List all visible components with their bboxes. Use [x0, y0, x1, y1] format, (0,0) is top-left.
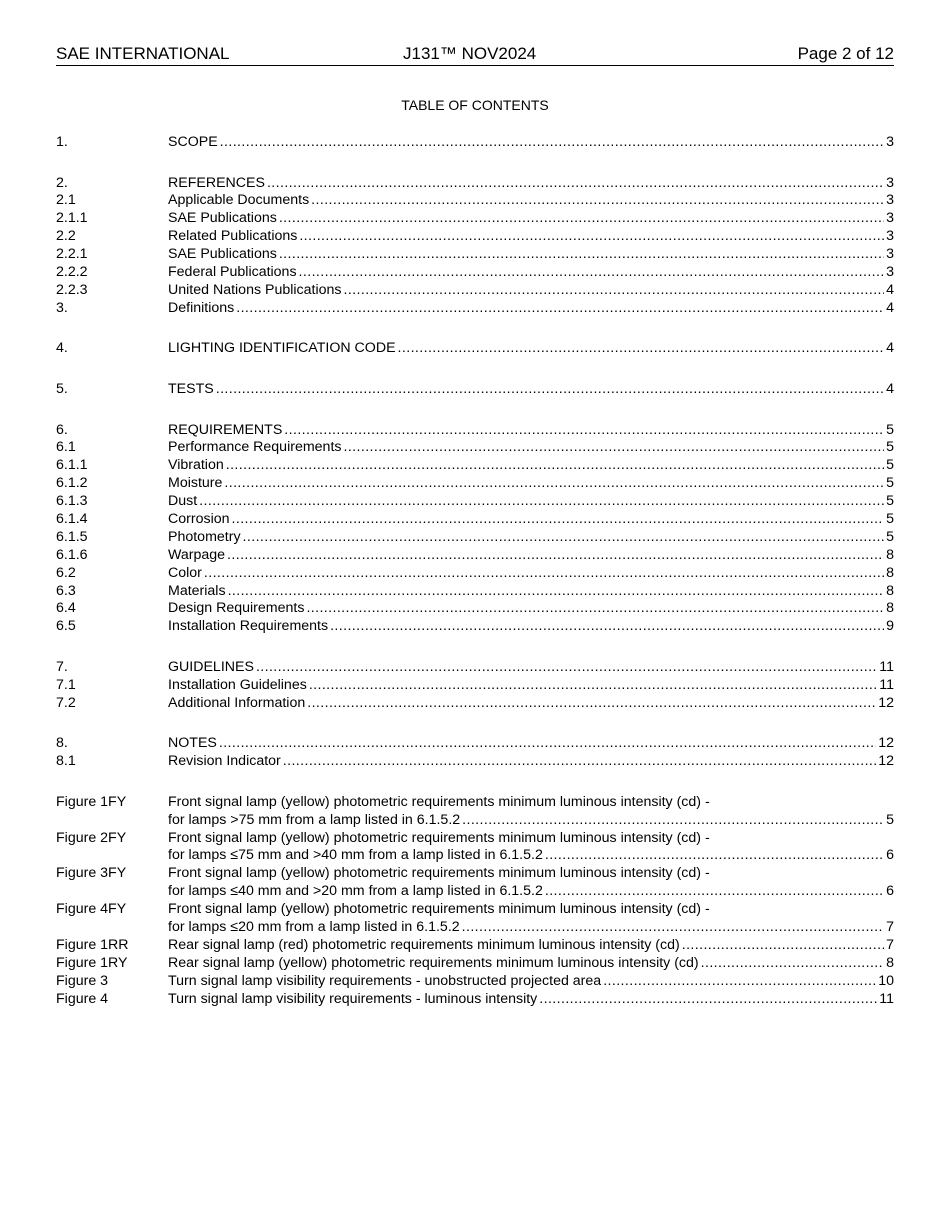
toc-leader-dots	[330, 618, 884, 636]
toc-entry-link[interactable]	[168, 264, 894, 282]
toc-leader-dots	[228, 583, 885, 601]
toc-entry-number: 6.5	[56, 618, 76, 635]
toc-entry-title: Additional Information	[168, 694, 306, 711]
toc-entry-title: Design Requirements	[168, 600, 305, 617]
toc-entry[interactable]	[56, 753, 894, 771]
toc-leader-dots	[701, 955, 884, 973]
toc-entry-title: for lamps ≤20 mm from a lamp listed in 6.1.5.2	[168, 918, 460, 935]
toc-entry-number: 6.1.4	[56, 511, 88, 527]
toc-entry-number: 6.1.1	[56, 457, 88, 474]
toc-entry-title: Applicable Documents	[168, 192, 310, 209]
toc-title: TABLE OF CONTENTS	[401, 97, 549, 113]
toc-entry-page: 6	[886, 847, 894, 864]
toc-leader-dots	[682, 937, 884, 955]
toc-entry-page: 11	[879, 990, 894, 1007]
toc-entry-link[interactable]	[168, 529, 894, 547]
toc-figure-number: Figure 2FY	[56, 829, 127, 846]
toc-entry-link[interactable]	[168, 753, 894, 771]
toc-figure-number: Figure 1FY	[56, 793, 127, 810]
toc-entry-page: 11	[879, 676, 894, 693]
toc-entry-title: Rear signal lamp (yellow) photometric requirements minimum luminous intensity (cd)	[168, 954, 699, 971]
toc-entry-page: 9	[886, 618, 894, 635]
toc-leader-dots	[219, 735, 876, 753]
toc-entry-number: 2.1.1	[56, 210, 88, 227]
toc-entry[interactable]	[56, 264, 894, 282]
toc-leader-dots	[216, 381, 884, 399]
toc-leader-dots	[283, 753, 876, 771]
toc-entry-page: 5	[886, 493, 894, 510]
header-page-number: Page 2 of 12	[797, 44, 894, 63]
toc-entry-link[interactable]	[168, 695, 894, 713]
toc-entry-number: 1.	[56, 134, 68, 150]
toc-entry-title: Warpage	[168, 546, 226, 563]
toc-entry-number: 6.1	[56, 439, 76, 456]
toc-entry-link[interactable]	[168, 991, 894, 1009]
toc-entry-link[interactable]	[168, 246, 894, 264]
toc-entry-page: 11	[879, 658, 894, 675]
toc-entry-page: 3	[886, 192, 894, 209]
toc-entry-number: 8.1	[56, 753, 76, 770]
toc-entry-number: 6.4	[56, 600, 76, 617]
toc-entry-number: 7.	[56, 658, 68, 675]
toc-entry-title: Revision Indicator	[168, 753, 281, 770]
toc-entry-page: 12	[878, 753, 894, 770]
toc-entry-title: TESTS	[168, 380, 214, 397]
toc-entry[interactable]	[56, 695, 894, 713]
toc-entry-title: NOTES	[168, 735, 217, 752]
toc-entry[interactable]	[56, 847, 894, 865]
toc-entry-page: 3	[886, 174, 894, 191]
toc-entry-page: 7	[886, 936, 894, 953]
toc-entry-title: LIGHTING IDENTIFICATION CODE	[168, 340, 396, 357]
toc-entry-number: 2.2.3	[56, 281, 88, 298]
toc-entry[interactable]	[56, 583, 894, 601]
toc-entry[interactable]	[56, 210, 894, 228]
toc-entry-page: 12	[878, 735, 894, 752]
toc-entry-title: for lamps >75 mm from a lamp listed in 6.1.5.2	[168, 811, 461, 828]
toc-entry[interactable]	[56, 493, 894, 511]
toc-entry-link[interactable]	[168, 812, 894, 830]
toc-entry-number: Figure 3	[56, 972, 109, 989]
toc-entry-link[interactable]	[168, 210, 894, 228]
toc-entry-link[interactable]	[168, 618, 894, 636]
toc-entry-page: 6	[886, 883, 894, 900]
toc-leader-dots	[236, 300, 884, 318]
toc-leader-dots	[279, 210, 884, 228]
toc-entry-link[interactable]	[168, 547, 894, 565]
toc-entry-page: 5	[886, 457, 894, 474]
toc-leader-dots	[224, 475, 884, 493]
toc-leader-dots	[267, 175, 884, 193]
toc-entry-link[interactable]	[168, 937, 894, 955]
toc-entry[interactable]	[56, 812, 894, 830]
toc-entry-page: 3	[886, 264, 894, 281]
toc-entry-number: 6.3	[56, 582, 76, 599]
toc-leader-dots	[256, 659, 877, 677]
header-doc-id: J131™ NOV2024	[403, 44, 537, 63]
toc-entry-link[interactable]	[168, 175, 894, 193]
toc-figure-entry[interactable]	[56, 901, 894, 919]
toc-entry[interactable]	[56, 937, 894, 955]
toc-entry-title: SAE Publications	[168, 210, 277, 227]
toc-leader-dots	[603, 973, 876, 991]
header-org: SAE INTERNATIONAL	[56, 44, 230, 63]
toc-entry-link[interactable]	[168, 228, 894, 246]
toc-leader-dots	[307, 695, 876, 713]
toc-entry-number: 3.	[56, 299, 68, 316]
toc-entry-title: Performance Requirements	[168, 439, 342, 456]
table-of-contents	[56, 134, 894, 1008]
toc-entry-title: Moisture	[168, 475, 223, 492]
toc-leader-dots	[243, 529, 885, 547]
toc-leader-dots	[204, 565, 884, 583]
toc-figure-number: Figure 4FY	[56, 901, 127, 918]
toc-entry-link[interactable]	[168, 919, 894, 937]
toc-leader-dots	[299, 264, 885, 282]
toc-entry-title: Rear signal lamp (red) photometric requirements minimum luminous intensity (cd)	[168, 936, 680, 953]
toc-leader-dots	[462, 919, 884, 937]
toc-entry-link[interactable]	[168, 565, 894, 583]
toc-entry-title: Vibration	[168, 457, 224, 474]
toc-entry-title: REFERENCES	[168, 174, 265, 191]
toc-entry-page: 5	[886, 439, 894, 456]
toc-leader-dots	[284, 422, 884, 440]
toc-entry[interactable]	[56, 475, 894, 493]
toc-entry[interactable]	[56, 134, 894, 152]
toc-entry-page: 8	[886, 954, 894, 971]
toc-entry-title: Photometry	[168, 528, 241, 545]
toc-entry-number: 5.	[56, 380, 68, 397]
toc-entry-link[interactable]	[168, 457, 894, 475]
toc-entry-number: 7.1	[56, 676, 76, 693]
toc-figure-entry[interactable]	[56, 794, 894, 812]
toc-entry-link[interactable]	[168, 475, 894, 493]
toc-leader-dots	[226, 457, 884, 475]
toc-entry[interactable]	[56, 300, 894, 318]
toc-entry-link[interactable]	[168, 955, 894, 973]
toc-entry-page: 8	[886, 582, 894, 599]
toc-leader-dots	[220, 134, 884, 152]
toc-entry-number: 6.2	[56, 564, 76, 581]
toc-entry[interactable]	[56, 600, 894, 618]
toc-entry[interactable]	[56, 422, 894, 440]
toc-entry-title: Materials	[168, 582, 226, 599]
toc-entry-page: 5	[886, 475, 894, 492]
toc-entry-number: 6.1.5	[56, 528, 88, 545]
toc-entry[interactable]	[56, 973, 894, 991]
toc-entry-link[interactable]	[168, 192, 894, 210]
toc-entry-page: 4	[886, 340, 894, 357]
toc-leader-dots	[398, 340, 885, 358]
toc-entry-link[interactable]	[168, 600, 894, 618]
toc-entry-number: Figure 1RY	[56, 954, 128, 971]
toc-entry[interactable]	[56, 228, 894, 246]
toc-entry-link[interactable]	[168, 847, 894, 865]
toc-entry-page: 8	[886, 564, 894, 581]
toc-entry[interactable]	[56, 340, 894, 358]
toc-entry-page: 3	[886, 210, 894, 227]
toc-entry-title: Related Publications	[168, 228, 298, 245]
toc-entry-number: 2.1	[56, 192, 76, 209]
toc-entry-number: Figure 4	[56, 990, 109, 1007]
toc-entry-link[interactable]	[168, 735, 894, 753]
toc-entry-title: Turn signal lamp visibility requirements - luminous intensity	[168, 990, 538, 1007]
toc-entry-link[interactable]	[168, 493, 894, 511]
toc-entry-title: for lamps ≤40 mm and >20 mm from a lamp listed in 6.1.5.2	[168, 883, 543, 900]
toc-entry-page: 12	[878, 694, 894, 711]
toc-figure-title-line1: Front signal lamp (yellow) photometric requirements minimum luminous intensity (cd) -	[168, 865, 710, 882]
toc-leader-dots	[311, 192, 884, 210]
toc-entry-number: 2.2.2	[56, 264, 88, 281]
toc-entry-title: Dust	[168, 493, 198, 510]
toc-entry-link[interactable]	[168, 300, 894, 318]
toc-entry[interactable]	[56, 529, 894, 547]
toc-entry[interactable]	[56, 457, 894, 475]
toc-entry-link[interactable]	[168, 282, 894, 300]
toc-entry-link[interactable]	[168, 340, 894, 358]
toc-entry-link[interactable]	[168, 677, 894, 695]
toc-entry-page: 4	[886, 380, 894, 397]
toc-entry[interactable]	[56, 659, 894, 677]
toc-entry-title: United Nations Publications	[168, 281, 342, 298]
toc-entry-title: SAE Publications	[168, 246, 277, 263]
toc-leader-dots	[309, 677, 877, 695]
toc-entry-title: Installation Requirements	[168, 618, 329, 635]
toc-leader-dots	[299, 228, 884, 246]
toc-entry-number: Figure 1RR	[56, 936, 129, 953]
toc-entry-number: 8.	[56, 735, 68, 752]
toc-entry-title: Installation Guidelines	[168, 676, 307, 693]
toc-entry[interactable]	[56, 381, 894, 399]
toc-entry-page: 3	[886, 228, 894, 245]
toc-entry[interactable]	[56, 883, 894, 901]
toc-entry-link[interactable]	[168, 511, 894, 529]
page-header	[56, 44, 894, 66]
toc-leader-dots	[545, 883, 884, 901]
toc-leader-dots	[199, 493, 884, 511]
toc-entry-number: 6.	[56, 421, 68, 438]
toc-entry-link[interactable]	[168, 422, 894, 440]
toc-entry-page: 3	[886, 246, 894, 263]
toc-entry-title: Turn signal lamp visibility requirements - unobstructed projected area	[168, 972, 602, 989]
toc-leader-dots	[462, 812, 884, 830]
toc-entry-link[interactable]	[168, 439, 894, 457]
toc-entry[interactable]	[56, 175, 894, 193]
toc-entry[interactable]	[56, 735, 894, 753]
toc-entry-page: 4	[886, 299, 894, 316]
toc-entry-page: 8	[886, 600, 894, 617]
toc-entry-link[interactable]	[168, 134, 894, 152]
toc-leader-dots	[306, 600, 884, 618]
toc-entry-title: for lamps ≤75 mm and >40 mm from a lamp listed in 6.1.5.2	[168, 847, 543, 864]
toc-figure-title-line1: Front signal lamp (yellow) photometric requirements minimum luminous intensity (cd) -	[168, 793, 710, 810]
toc-entry[interactable]	[56, 192, 894, 210]
toc-entry-link[interactable]	[168, 973, 894, 991]
toc-entry-link[interactable]	[168, 381, 894, 399]
toc-leader-dots	[232, 511, 885, 529]
toc-entry-page: 3	[886, 134, 894, 150]
toc-entry[interactable]	[56, 246, 894, 264]
toc-entry-page: 5	[886, 528, 894, 545]
toc-entry-page: 4	[886, 281, 894, 298]
toc-entry-title: SCOPE	[168, 134, 218, 150]
toc-figure-entry[interactable]	[56, 830, 894, 848]
toc-entry-number: 7.2	[56, 694, 76, 711]
toc-entry[interactable]	[56, 618, 894, 636]
toc-entry-number: 6.1.6	[56, 546, 88, 563]
toc-leader-dots	[539, 991, 877, 1009]
toc-entry[interactable]	[56, 282, 894, 300]
toc-leader-dots	[344, 282, 885, 300]
toc-figure-entry[interactable]	[56, 865, 894, 883]
toc-entry-page: 5	[886, 421, 894, 438]
toc-entry-title: GUIDELINES	[168, 658, 254, 675]
toc-entry[interactable]	[56, 955, 894, 973]
toc-entry-number: 6.1.2	[56, 475, 88, 492]
toc-entry-title: Federal Publications	[168, 264, 297, 281]
toc-entry-number: 4.	[56, 340, 68, 357]
toc-entry-title: REQUIREMENTS	[168, 421, 283, 438]
toc-leader-dots	[227, 547, 884, 565]
toc-entry-page: 5	[886, 511, 894, 527]
toc-entry[interactable]	[56, 991, 894, 1009]
toc-entry[interactable]	[56, 677, 894, 695]
toc-leader-dots	[343, 439, 884, 457]
toc-figure-title-line1: Front signal lamp (yellow) photometric requirements minimum luminous intensity (cd) -	[168, 901, 710, 918]
toc-entry-page: 7	[886, 918, 894, 935]
toc-entry-number: 2.2	[56, 228, 76, 245]
toc-figure-number: Figure 3FY	[56, 865, 127, 882]
toc-entry-link[interactable]	[168, 659, 894, 677]
toc-entry-page: 5	[886, 811, 894, 828]
toc-entry-page: 10	[878, 972, 894, 989]
toc-leader-dots	[545, 847, 884, 865]
toc-entry-number: 2.2.1	[56, 246, 88, 263]
toc-entry[interactable]	[56, 919, 894, 937]
toc-entry-page: 8	[886, 546, 894, 563]
toc-entry-link[interactable]	[168, 583, 894, 601]
toc-entry-number: 2.	[56, 174, 68, 191]
toc-entry[interactable]	[56, 565, 894, 583]
toc-entry-link[interactable]	[168, 883, 894, 901]
toc-entry-number: 6.1.3	[56, 493, 88, 510]
toc-entry[interactable]	[56, 511, 894, 529]
toc-entry-title: Color	[168, 564, 202, 581]
toc-entry[interactable]	[56, 547, 894, 565]
toc-entry-title: Definitions	[168, 299, 235, 316]
toc-entry-title: Corrosion	[168, 511, 230, 527]
toc-entry[interactable]	[56, 439, 894, 457]
toc-figure-title-line1: Front signal lamp (yellow) photometric requirements minimum luminous intensity (cd) -	[168, 829, 710, 846]
toc-leader-dots	[279, 246, 884, 264]
